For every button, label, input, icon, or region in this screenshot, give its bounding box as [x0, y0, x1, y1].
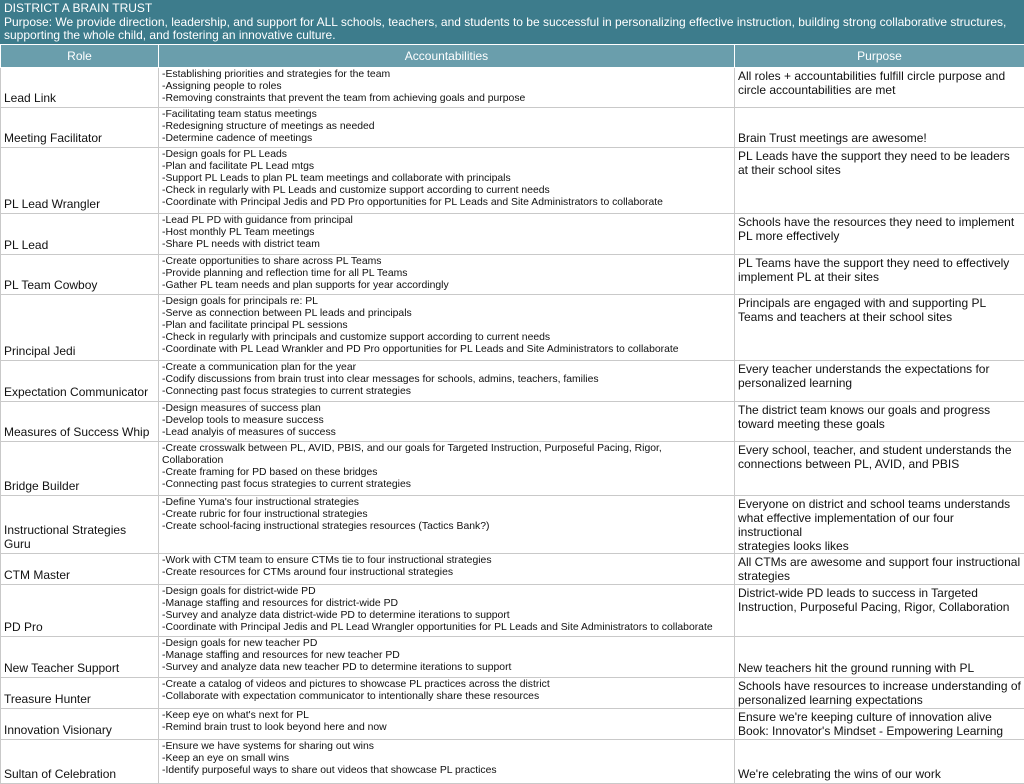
role-cell: Sultan of Celebration	[1, 740, 159, 784]
purpose-line: The district team knows our goals and progress	[738, 403, 1021, 417]
role-cell: Meeting Facilitator	[1, 108, 159, 148]
purpose-cell	[735, 709, 1024, 740]
accountability-line: -Design measures of success plan	[162, 403, 731, 415]
purpose-line: implement PL at their sites	[738, 270, 1021, 284]
table-row	[1, 295, 1024, 361]
purpose-line: Teams and teachers at their school sites	[738, 310, 1021, 324]
purpose-line: Schools have the resources they need to implement	[738, 215, 1021, 229]
accountability-line: -Manage staffing and resources for new teacher PD	[162, 650, 731, 662]
role-cell: Principal Jedi	[1, 295, 159, 361]
accountabilities-cell	[159, 740, 735, 784]
accountabilities-cell	[159, 255, 735, 295]
role-cell: PL Lead Wrangler	[1, 148, 159, 214]
accountability-line: -Determine cadence of meetings	[162, 133, 731, 145]
role-cell: Innovation Visionary	[1, 709, 159, 740]
purpose-line: at their school sites	[738, 163, 1021, 177]
purpose-cell	[735, 442, 1024, 496]
accountability-line: -Collaborate with expectation communicator to intentionally share these resources	[162, 691, 731, 703]
purpose-line: Every teacher understands the expectations for	[738, 362, 1021, 376]
table-row	[1, 442, 1024, 496]
accountability-line: -Create school-facing instructional strategies resources (Tactics Bank?)	[162, 521, 731, 533]
purpose-line: strategies looks likes	[738, 539, 1021, 553]
accountability-line: -Develop tools to measure success	[162, 415, 731, 427]
purpose-line: PL Leads have the support they need to be leaders	[738, 149, 1021, 163]
purpose-line: Schools have resources to increase understanding of	[738, 679, 1021, 693]
role-cell: PL Lead	[1, 214, 159, 255]
purpose-cell	[735, 740, 1024, 784]
role-cell: New Teacher Support	[1, 637, 159, 678]
accountability-line: -Share PL needs with district team	[162, 239, 731, 251]
purpose-cell	[735, 361, 1024, 402]
accountability-line: -Lead analyis of measures of success	[162, 427, 731, 439]
accountability-line: -Keep eye on what's next for PL	[162, 710, 731, 722]
accountability-line: -Design goals for PL Leads	[162, 149, 731, 161]
role-cell: CTM Master	[1, 554, 159, 585]
purpose-line: connections between PL, AVID, and PBIS	[738, 457, 1021, 471]
table-row	[1, 402, 1024, 442]
accountability-line: -Provide planning and reflection time for all PL Teams	[162, 268, 731, 280]
accountability-line: -Establishing priorities and strategies for the team	[162, 69, 731, 81]
role-cell: PD Pro	[1, 585, 159, 637]
role-cell: Bridge Builder	[1, 442, 159, 496]
accountability-line: -Survey and analyze data district-wide PD to determine iterations to support	[162, 610, 731, 622]
purpose-cell	[735, 295, 1024, 361]
purpose-cell	[735, 255, 1024, 295]
accountability-line: -Define Yuma's four instructional strategies	[162, 497, 731, 509]
accountabilities-cell	[159, 709, 735, 740]
table-row	[1, 68, 1024, 108]
accountability-line: -Create resources for CTMs around four instructional strategies	[162, 567, 731, 579]
role-cell: Treasure Hunter	[1, 678, 159, 709]
accountabilities-cell	[159, 214, 735, 255]
role-cell: PL Team Cowboy	[1, 255, 159, 295]
accountability-line: -Keep an eye on small wins	[162, 753, 731, 765]
accountability-line: Collaboration	[162, 455, 731, 467]
role-cell: Expectation Communicator	[1, 361, 159, 402]
purpose-cell	[735, 148, 1024, 214]
purpose-cell	[735, 637, 1024, 678]
purpose-cell	[735, 585, 1024, 637]
table-row	[1, 361, 1024, 402]
column-header-purpose: Purpose	[735, 45, 1024, 68]
table-row	[1, 148, 1024, 214]
purpose-cell	[735, 496, 1024, 554]
accountabilities-cell	[159, 295, 735, 361]
purpose-line: personalized learning	[738, 376, 1021, 390]
table-header-row	[1, 45, 1024, 68]
accountabilities-cell	[159, 678, 735, 709]
accountability-line: -Create crosswalk between PL, AVID, PBIS, and our goals for Targeted Instruction, Purposeful Pacing, Rigor,	[162, 443, 731, 455]
table-row	[1, 585, 1024, 637]
role-cell: Lead Link	[1, 68, 159, 108]
accountability-line: -Plan and facilitate principal PL sessions	[162, 320, 731, 332]
purpose-cell	[735, 402, 1024, 442]
purpose-line: All roles + accountabilities fulfill circle purpose and	[738, 69, 1021, 83]
purpose-line: strategies	[738, 569, 1021, 583]
accountability-line: -Serve as connection between PL leads and principals	[162, 308, 731, 320]
purpose-line: PL more effectively	[738, 229, 1021, 243]
accountability-line: -Gather PL team needs and plan supports for year accordingly	[162, 280, 731, 292]
accountability-line: -Work with CTM team to ensure CTMs tie to four instructional strategies	[162, 555, 731, 567]
accountabilities-cell	[159, 442, 735, 496]
accountability-line: -Ensure we have systems for sharing out wins	[162, 741, 731, 753]
accountability-line: -Removing constraints that prevent the team from achieving goals and purpose	[162, 93, 731, 105]
purpose-cell	[735, 108, 1024, 148]
role-cell: Instructional Strategies Guru	[1, 496, 159, 554]
table-row	[1, 637, 1024, 678]
page-title: DISTRICT A BRAIN TRUST	[4, 2, 1020, 16]
purpose-line: Everyone on district and school teams understands	[738, 497, 1021, 511]
brain-trust-header	[0, 0, 1024, 44]
purpose-line: Instruction, Purposeful Pacing, Rigor, Collaboration	[738, 600, 1021, 614]
accountabilities-cell	[159, 361, 735, 402]
accountability-line: -Design goals for district-wide PD	[162, 586, 731, 598]
accountability-line: -Check in regularly with principals and customize support according to current needs	[162, 332, 731, 344]
accountabilities-cell	[159, 585, 735, 637]
accountabilities-cell	[159, 496, 735, 554]
accountability-line: -Manage staffing and resources for district-wide PD	[162, 598, 731, 610]
accountability-line: -Codify discussions from brain trust into clear messages for schools, admins, teachers, families	[162, 374, 731, 386]
purpose-line: Every school, teacher, and student understands the	[738, 443, 1021, 457]
accountability-line: -Plan and facilitate PL Lead mtgs	[162, 161, 731, 173]
table-row	[1, 678, 1024, 709]
table-row	[1, 496, 1024, 554]
accountability-line: -Connecting past focus strategies to current strategies	[162, 386, 731, 398]
purpose-line: Ensure we're keeping culture of innovation alive	[738, 710, 1021, 724]
accountability-line: -Survey and analyze data new teacher PD to determine iterations to support	[162, 662, 731, 674]
table-row	[1, 554, 1024, 585]
role-cell: Measures of Success Whip	[1, 402, 159, 442]
accountability-line: -Lead PL PD with guidance from principal	[162, 215, 731, 227]
purpose-cell	[735, 68, 1024, 108]
table-row	[1, 214, 1024, 255]
accountabilities-cell	[159, 554, 735, 585]
accountabilities-cell	[159, 108, 735, 148]
purpose-line: circle accountabilities are met	[738, 83, 1021, 97]
accountability-line: -Create a communication plan for the year	[162, 362, 731, 374]
accountability-line: -Host monthly PL Team meetings	[162, 227, 731, 239]
accountability-line: -Facilitating team status meetings	[162, 109, 731, 121]
table-row	[1, 709, 1024, 740]
accountability-line: -Remind brain trust to look beyond here and now	[162, 722, 731, 734]
purpose-line: personalized learning expectations	[738, 693, 1021, 707]
accountability-line: -Assigning people to roles	[162, 81, 731, 93]
table-row	[1, 108, 1024, 148]
roles-table	[0, 44, 1024, 784]
accountability-line: -Redesigning structure of meetings as needed	[162, 121, 731, 133]
accountability-line: -Coordinate with Principal Jedis and PD Pro opportunities for PL Leads and Site Administrators to collaborate	[162, 197, 731, 209]
purpose-line: Book: Innovator's Mindset - Empowering Learning	[738, 724, 1021, 738]
accountability-line: -Design goals for principals re: PL	[162, 296, 731, 308]
purpose-cell	[735, 214, 1024, 255]
accountability-line: -Create a catalog of videos and pictures to showcase PL practices across the district	[162, 679, 731, 691]
purpose-line: Brain Trust meetings are awesome!	[738, 131, 1021, 145]
accountability-line: -Coordinate with PL Lead Wrankler and PD Pro opportunities for PL Leads and Site Administrators to collaborate	[162, 344, 731, 356]
purpose-line: We're celebrating the wins of our work	[738, 767, 1021, 781]
purpose-line: what effective implementation of our four instructional	[738, 511, 1021, 539]
table-row	[1, 255, 1024, 295]
accountability-line: -Identify purposeful ways to share out videos that showcase PL practices	[162, 765, 731, 777]
accountability-line: -Coordinate with Principal Jedis and PL Lead Wrangler opportunities for PL Leads and Site Administrators to collaborate	[162, 622, 731, 634]
accountabilities-cell	[159, 637, 735, 678]
accountabilities-cell	[159, 148, 735, 214]
purpose-line: Principals are engaged with and supporting PL	[738, 296, 1021, 310]
table-row	[1, 740, 1024, 784]
column-header-role: Role	[1, 45, 159, 68]
accountability-line: -Design goals for new teacher PD	[162, 638, 731, 650]
accountability-line: -Connecting past focus strategies to current strategies	[162, 479, 731, 491]
purpose-line: District-wide PD leads to success in Targeted	[738, 586, 1021, 600]
accountability-line: -Create rubric for four instructional strategies	[162, 509, 731, 521]
purpose-cell	[735, 554, 1024, 585]
accountability-line: -Check in regularly with PL Leads and customize support according to current needs	[162, 185, 731, 197]
purpose-line: New teachers hit the ground running with PL	[738, 661, 1021, 675]
accountability-line: -Create framing for PD based on these bridges	[162, 467, 731, 479]
purpose-line: PL Teams have the support they need to effectively	[738, 256, 1021, 270]
accountability-line: -Support PL Leads to plan PL team meetings and collaborate with principals	[162, 173, 731, 185]
accountabilities-cell	[159, 68, 735, 108]
purpose-cell	[735, 678, 1024, 709]
purpose-line: All CTMs are awesome and support four instructional	[738, 555, 1021, 569]
purpose-line: toward meeting these goals	[738, 417, 1021, 431]
purpose-statement: Purpose: We provide direction, leadership, and support for ALL schools, teachers, and students to be successful in personalizing effective instruction, building strong collaborative structures, supporting the whole child, and fostering an innovative culture.	[4, 16, 1020, 43]
accountability-line: -Create opportunities to share across PL Teams	[162, 256, 731, 268]
accountabilities-cell	[159, 402, 735, 442]
column-header-accountabilities: Accountabilities	[159, 45, 735, 68]
